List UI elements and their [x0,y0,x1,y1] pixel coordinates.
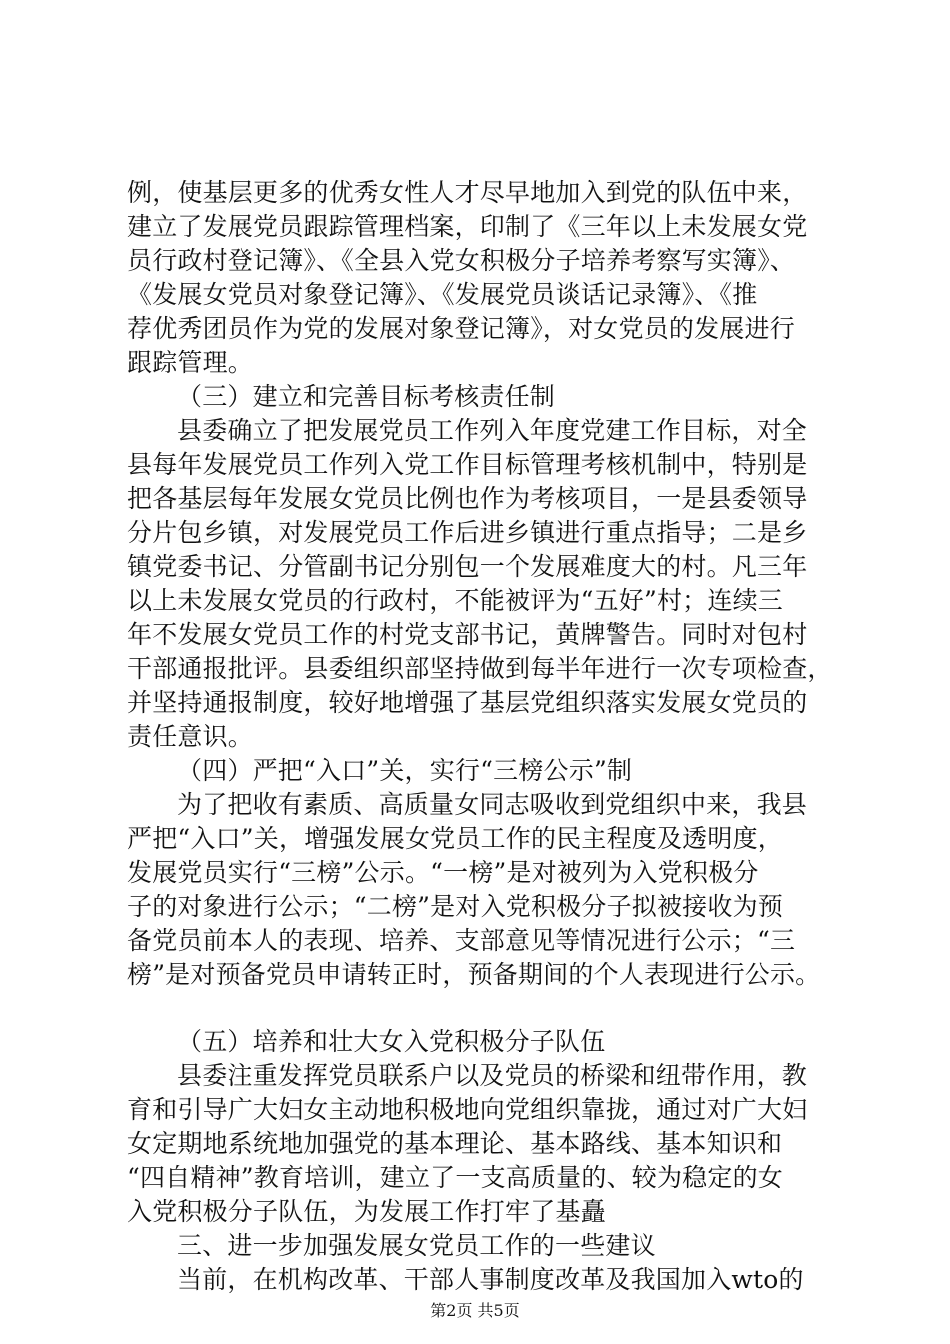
paragraph-line: 年不发展女党员工作的村党支部书记，黄牌警告。同时对包村 [127,620,808,649]
paragraph-line: 备党员前本人的表现、培养、支部意见等情况进行公示；“三 [127,926,796,955]
page-footer: 第2页 共5页 [430,1301,520,1320]
paragraph-line: 发展党员实行“三榜”公示。“一榜”是对被列为入党积极分 [127,858,759,887]
section-heading-4: （四）严把“入口”关，实行“三榜公示”制 [177,756,633,785]
section-heading-3: （三）建立和完善目标考核责任制 [177,382,556,411]
paragraph-line: 《发展女党员对象登记簿》、《发展党员谈话记录簿》、《推 [127,280,758,309]
paragraph-line: 镇党委书记、分管副书记分别包一个发展难度大的村。凡三年 [127,552,808,581]
paragraph-line: 以上未发展女党员的行政村，不能被评为“五好”村；连续三 [127,586,783,615]
paragraph-line: “四自精神”教育培训，建立了一支高质量的、较为稳定的女 [127,1163,783,1192]
section-heading-three: 三、进一步加强发展女党员工作的一些建议 [177,1231,656,1260]
paragraph-line: 例，使基层更多的优秀女性人才尽早地加入到党的队伍中来， [127,178,808,207]
paragraph-line: 入党积极分子队伍，为发展工作打牢了基矗 [127,1197,606,1226]
paragraph-line: 严把“入口”关，增强发展女党员工作的民主程度及透明度， [127,824,783,853]
paragraph-line: 建立了发展党员跟踪管理档案，印制了《三年以上未发展女党 [127,212,808,241]
paragraph-line: 县委注重发挥党员联系户以及党员的桥梁和纽带作用，教 [177,1061,808,1090]
paragraph-line: 育和引导广大妇女主动地积极地向党组织靠拢，通过对广大妇 [127,1095,808,1124]
paragraph-line: 把各基层每年发展女党员比例也作为考核项目，一是县委领导 [127,484,808,513]
paragraph-line: 跟踪管理。 [127,348,254,377]
paragraph-line: 员行政村登记簿》、《全县入党女积极分子培养考察写实簿》、 [127,246,796,275]
paragraph-line: 责任意识。 [127,722,254,751]
paragraph-line: 女定期地系统地加强党的基本理论、基本路线、基本知识和 [127,1129,783,1158]
section-heading-5: （五）培养和壮大女入党积极分子队伍 [177,1027,606,1056]
paragraph-line: 当前，在机构改革、干部人事制度改革及我国加入wto的 [177,1265,804,1294]
paragraph-line: 榜”是对预备党员申请转正时，预备期间的个人表现进行公示。 [127,960,821,989]
paragraph-line: 分片包乡镇，对发展党员工作后进乡镇进行重点指导；二是乡 [127,518,808,547]
paragraph-line: 荐优秀团员作为党的发展对象登记簿》，对女党员的发展进行 [127,314,795,343]
paragraph-line: 为了把收有素质、高质量女同志吸收到党组织中来，我县 [177,790,808,819]
paragraph-line: 子的对象进行公示；“二榜”是对入党积极分子拟被接收为预 [127,892,783,921]
paragraph-line: 并坚持通报制度，较好地增强了基层党组织落实发展女党员的 [127,688,808,717]
paragraph-line: 县委确立了把发展党员工作列入年度党建工作目标，对全 [177,416,808,445]
paragraph-line: 县每年发展党员工作列入党工作目标管理考核机制中，特别是 [127,450,808,479]
paragraph-line: 干部通报批评。县委组织部坚持做到每半年进行一次专项检查， [127,654,833,683]
